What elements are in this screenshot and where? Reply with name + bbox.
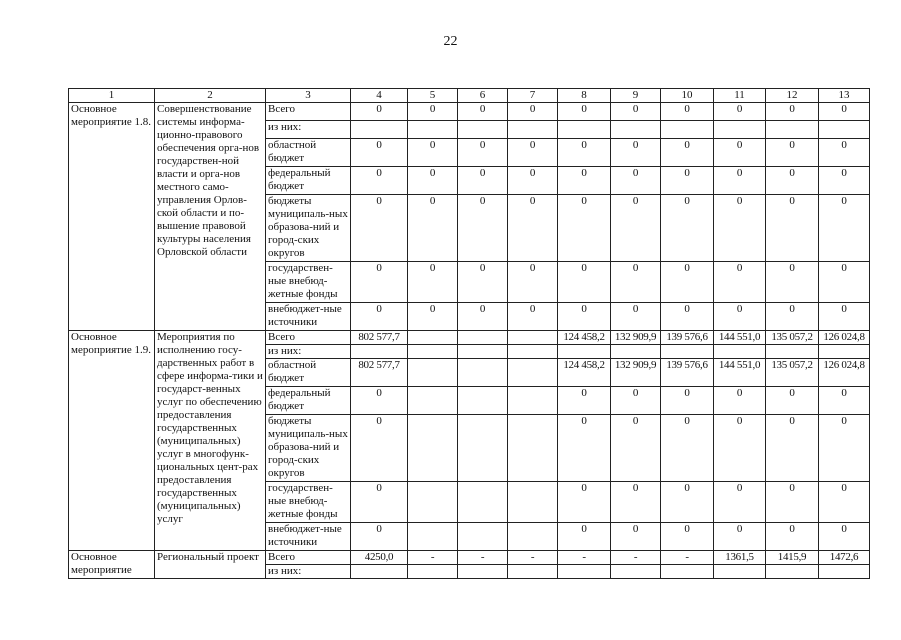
value-cell: - — [458, 551, 508, 565]
value-cell: 0 — [508, 103, 558, 121]
value-cell — [661, 345, 714, 359]
value-cell: 0 — [351, 387, 408, 415]
header-col-4: 4 — [351, 89, 408, 103]
table-body — [69, 103, 870, 579]
value-cell — [508, 121, 558, 139]
value-cell: 0 — [558, 195, 611, 262]
funding-source: Всего — [266, 551, 351, 565]
value-cell: 0 — [661, 167, 714, 195]
value-cell: - — [508, 551, 558, 565]
value-cell: 0 — [661, 482, 714, 523]
value-cell — [408, 359, 458, 387]
value-cell: 0 — [819, 415, 870, 482]
value-cell: 0 — [661, 139, 714, 167]
value-cell: 0 — [819, 303, 870, 331]
value-cell: 0 — [408, 262, 458, 303]
funding-source: внебюджет-ные источники — [266, 523, 351, 551]
header-col-5: 5 — [408, 89, 458, 103]
value-cell: 0 — [408, 103, 458, 121]
value-cell: 0 — [351, 195, 408, 262]
event-label: Основное мероприятие 1.9. — [69, 331, 155, 551]
value-cell — [611, 345, 661, 359]
value-cell — [508, 345, 558, 359]
value-cell: 0 — [611, 482, 661, 523]
value-cell: 0 — [714, 195, 766, 262]
value-cell: 0 — [351, 103, 408, 121]
value-cell — [508, 415, 558, 482]
value-cell: 0 — [508, 139, 558, 167]
header-col-12: 12 — [766, 89, 819, 103]
page-number: 22 — [443, 34, 458, 49]
value-cell: 0 — [766, 387, 819, 415]
value-cell — [408, 565, 458, 579]
value-cell: 802 577,7 — [351, 331, 408, 345]
value-cell — [458, 345, 508, 359]
funding-source: федеральный бюджет — [266, 387, 351, 415]
value-cell: 0 — [351, 262, 408, 303]
value-cell — [408, 121, 458, 139]
value-cell: 0 — [714, 415, 766, 482]
value-cell: 0 — [408, 139, 458, 167]
value-cell: 0 — [351, 167, 408, 195]
value-cell: 0 — [351, 139, 408, 167]
value-cell: 0 — [611, 139, 661, 167]
value-cell: - — [661, 551, 714, 565]
funding-source: областной бюджет — [266, 359, 351, 387]
value-cell — [819, 121, 870, 139]
value-cell — [458, 121, 508, 139]
value-cell: 0 — [611, 303, 661, 331]
funding-source: государствен-ные внебюд-жетные фонды — [266, 482, 351, 523]
value-cell: 0 — [558, 303, 611, 331]
value-cell — [558, 121, 611, 139]
header-col-10: 10 — [661, 89, 714, 103]
value-cell: 0 — [408, 195, 458, 262]
value-cell: 1472,6 — [819, 551, 870, 565]
value-cell: 0 — [766, 523, 819, 551]
value-cell — [408, 415, 458, 482]
value-cell: 0 — [766, 195, 819, 262]
value-cell — [558, 565, 611, 579]
value-cell: 0 — [661, 103, 714, 121]
value-cell — [508, 331, 558, 345]
value-cell: 0 — [766, 167, 819, 195]
funding-source: государствен-ные внебюд-жетные фонды — [266, 262, 351, 303]
value-cell: - — [611, 551, 661, 565]
value-cell: 0 — [714, 482, 766, 523]
value-cell: 0 — [819, 523, 870, 551]
value-cell: 0 — [766, 415, 819, 482]
value-cell: 0 — [661, 303, 714, 331]
value-cell — [408, 523, 458, 551]
value-cell: 144 551,0 — [714, 331, 766, 345]
value-cell — [819, 345, 870, 359]
value-cell: 0 — [611, 387, 661, 415]
value-cell — [458, 331, 508, 345]
event-name: Мероприятия по исполнению госу-дарственных работ в сфере информа-тики и государст-венных услуг по обеспечению предоставления государственных (муниципальных) услуг в многофунк-циональных цент-рах предоставления государственных (муниципальных) услуг — [155, 331, 266, 551]
table-row — [69, 331, 870, 345]
value-cell: 139 576,6 — [661, 359, 714, 387]
value-cell: 0 — [558, 139, 611, 167]
value-cell: 126 024,8 — [819, 331, 870, 345]
value-cell: 0 — [508, 303, 558, 331]
value-cell — [458, 359, 508, 387]
header-row — [69, 89, 870, 103]
value-cell — [408, 482, 458, 523]
value-cell: 0 — [819, 139, 870, 167]
value-cell: 0 — [714, 387, 766, 415]
funding-source: из них: — [266, 565, 351, 579]
funding-source: Всего — [266, 331, 351, 345]
value-cell: 0 — [458, 195, 508, 262]
funding-source: из них: — [266, 121, 351, 139]
value-cell — [458, 415, 508, 482]
value-cell: 0 — [766, 262, 819, 303]
value-cell — [508, 565, 558, 579]
value-cell: 135 057,2 — [766, 359, 819, 387]
value-cell: 0 — [766, 482, 819, 523]
value-cell — [611, 121, 661, 139]
value-cell: 126 024,8 — [819, 359, 870, 387]
header-col-13: 13 — [819, 89, 870, 103]
value-cell: 0 — [351, 415, 408, 482]
value-cell: 0 — [458, 262, 508, 303]
value-cell — [661, 565, 714, 579]
value-cell — [351, 565, 408, 579]
value-cell: 0 — [611, 195, 661, 262]
funding-source: внебюджет-ные источники — [266, 303, 351, 331]
value-cell: 0 — [558, 523, 611, 551]
value-cell — [714, 345, 766, 359]
value-cell — [458, 523, 508, 551]
table-row — [69, 551, 870, 565]
header-col-9: 9 — [611, 89, 661, 103]
value-cell: 0 — [458, 167, 508, 195]
value-cell: 0 — [351, 523, 408, 551]
value-cell: 0 — [558, 103, 611, 121]
value-cell: - — [408, 551, 458, 565]
value-cell: 0 — [611, 103, 661, 121]
value-cell: 132 909,9 — [611, 331, 661, 345]
value-cell: 0 — [611, 262, 661, 303]
value-cell: 0 — [819, 482, 870, 523]
value-cell — [611, 565, 661, 579]
funding-source: из них: — [266, 345, 351, 359]
value-cell: 0 — [819, 103, 870, 121]
value-cell — [408, 331, 458, 345]
table-row — [69, 103, 870, 121]
value-cell: 1361,5 — [714, 551, 766, 565]
value-cell — [351, 345, 408, 359]
event-name: Совершенствование системы информа-ционно-правового обеспечения орга-нов государствен-ной власти и орга-нов местного само-управления Орлов-ской области и по-вышение правовой культуры населения Орловской области — [155, 103, 266, 331]
value-cell: 0 — [766, 139, 819, 167]
header-col-2: 2 — [155, 89, 266, 103]
value-cell: 4250,0 — [351, 551, 408, 565]
value-cell: 0 — [714, 167, 766, 195]
value-cell: 0 — [714, 523, 766, 551]
value-cell: 0 — [714, 103, 766, 121]
value-cell — [766, 121, 819, 139]
event-label: Основное мероприятие 1.8. — [69, 103, 155, 331]
value-cell: 0 — [819, 167, 870, 195]
value-cell: 124 458,2 — [558, 359, 611, 387]
event-label: Основное мероприятие — [69, 551, 155, 579]
value-cell: 124 458,2 — [558, 331, 611, 345]
value-cell — [714, 565, 766, 579]
value-cell: 0 — [611, 523, 661, 551]
value-cell — [508, 523, 558, 551]
value-cell: 0 — [558, 415, 611, 482]
value-cell: 0 — [819, 195, 870, 262]
budget-table — [68, 88, 870, 579]
value-cell: 0 — [714, 262, 766, 303]
value-cell — [408, 387, 458, 415]
value-cell: 0 — [558, 167, 611, 195]
value-cell: 0 — [661, 415, 714, 482]
value-cell: 0 — [661, 523, 714, 551]
value-cell — [558, 345, 611, 359]
value-cell: 0 — [766, 103, 819, 121]
funding-source: бюджеты муниципаль-ных образова-ний и город-ских округов — [266, 195, 351, 262]
value-cell: 0 — [819, 387, 870, 415]
value-cell: 0 — [458, 303, 508, 331]
value-cell — [458, 387, 508, 415]
value-cell — [661, 121, 714, 139]
value-cell — [508, 482, 558, 523]
value-cell — [458, 482, 508, 523]
value-cell: 0 — [661, 387, 714, 415]
value-cell — [458, 565, 508, 579]
value-cell: 802 577,7 — [351, 359, 408, 387]
header-col-11: 11 — [714, 89, 766, 103]
value-cell — [508, 359, 558, 387]
value-cell: 0 — [508, 195, 558, 262]
value-cell: 0 — [714, 303, 766, 331]
funding-source: Всего — [266, 103, 351, 121]
value-cell: 0 — [408, 167, 458, 195]
value-cell: - — [558, 551, 611, 565]
header-col-1: 1 — [69, 89, 155, 103]
value-cell: 0 — [558, 387, 611, 415]
value-cell: 0 — [351, 303, 408, 331]
value-cell: 144 551,0 — [714, 359, 766, 387]
value-cell: 0 — [508, 167, 558, 195]
value-cell: 0 — [408, 303, 458, 331]
value-cell — [714, 121, 766, 139]
value-cell — [351, 121, 408, 139]
funding-source: бюджеты муниципаль-ных образова-ний и город-ских округов — [266, 415, 351, 482]
value-cell — [766, 345, 819, 359]
value-cell: 0 — [661, 262, 714, 303]
value-cell: 132 909,9 — [611, 359, 661, 387]
value-cell: 0 — [558, 262, 611, 303]
value-cell: 0 — [766, 303, 819, 331]
value-cell: 0 — [611, 167, 661, 195]
value-cell: 0 — [458, 139, 508, 167]
funding-source: областной бюджет — [266, 139, 351, 167]
value-cell: 0 — [558, 482, 611, 523]
header-col-7: 7 — [508, 89, 558, 103]
value-cell — [819, 565, 870, 579]
value-cell: 0 — [508, 262, 558, 303]
value-cell: 0 — [819, 262, 870, 303]
value-cell — [408, 345, 458, 359]
value-cell: 0 — [351, 482, 408, 523]
funding-source: федеральный бюджет — [266, 167, 351, 195]
value-cell: 0 — [661, 195, 714, 262]
value-cell: 0 — [611, 415, 661, 482]
value-cell: 0 — [714, 139, 766, 167]
header-col-8: 8 — [558, 89, 611, 103]
header-col-6: 6 — [458, 89, 508, 103]
value-cell — [508, 387, 558, 415]
value-cell: 1415,9 — [766, 551, 819, 565]
value-cell — [766, 565, 819, 579]
value-cell: 139 576,6 — [661, 331, 714, 345]
header-col-3: 3 — [266, 89, 351, 103]
value-cell: 0 — [458, 103, 508, 121]
value-cell: 135 057,2 — [766, 331, 819, 345]
event-name: Региональный проект — [155, 551, 266, 579]
